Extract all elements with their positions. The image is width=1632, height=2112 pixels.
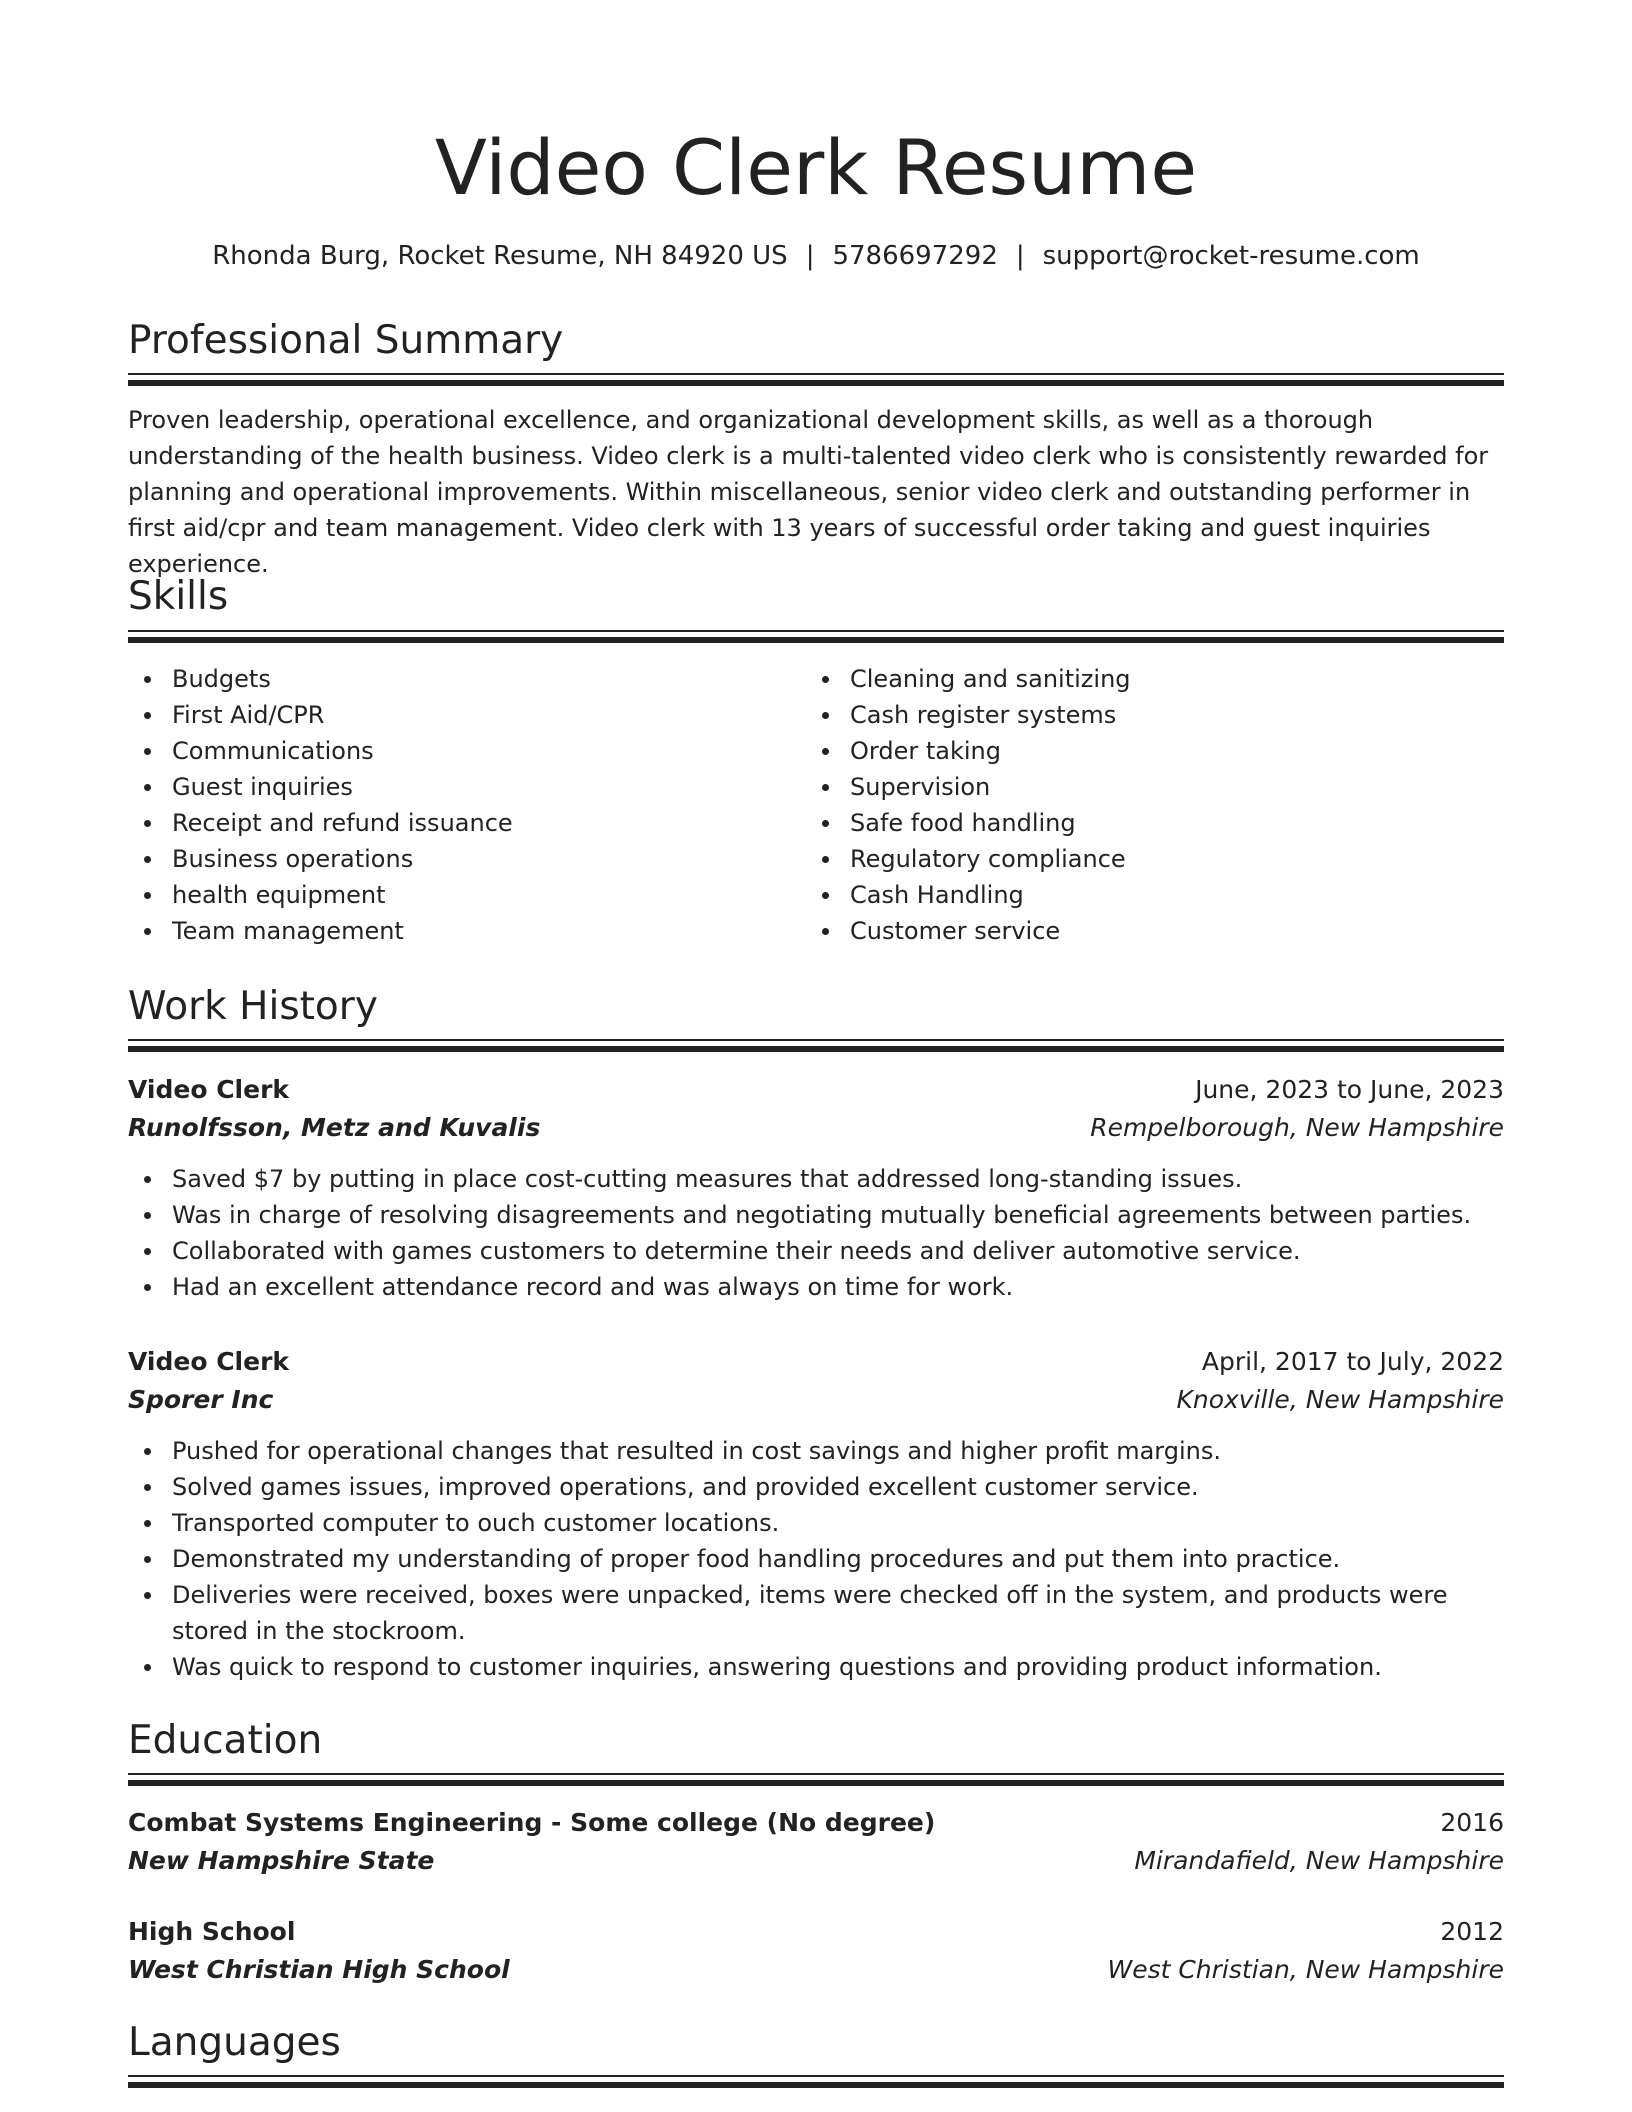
contact-separator: | — [1015, 241, 1025, 271]
job-header-row — [128, 1343, 1504, 1381]
job-bullets — [128, 1161, 1504, 1305]
job-location: Rempelborough, New Hampshire — [1090, 1113, 1504, 1142]
job-title: Video Clerk — [128, 1347, 290, 1376]
skill-item: Regulatory compliance — [850, 841, 1490, 877]
job-company: Runolfsson, Metz and Kuvalis — [128, 1113, 541, 1142]
job-dates: April, 2017 to July, 2022 — [1201, 1347, 1504, 1376]
education-location: Mirandafield, New Hampshire — [1134, 1846, 1504, 1875]
education-school: New Hampshire State — [128, 1846, 435, 1875]
skill-item: Safe food handling — [850, 805, 1490, 841]
skill-item: Supervision — [850, 769, 1490, 805]
job-bullet: Was quick to respond to customer inquiries, answering questions and providing product information. — [172, 1649, 1504, 1685]
job-bullet: Deliveries were received, boxes were unpacked, items were checked off in the system, and products were stored in the stockroom. — [172, 1577, 1504, 1649]
section-title-skills: Skills — [128, 574, 229, 619]
job-header-row — [128, 1071, 1504, 1109]
job-bullets — [128, 1433, 1504, 1685]
section-divider — [128, 1773, 1504, 1786]
section-divider — [128, 630, 1504, 643]
job-bullet: Was in charge of resolving disagreements and negotiating mutually beneficial agreements between parties. — [172, 1197, 1504, 1233]
section-title-languages: Languages — [128, 2020, 341, 2065]
skill-item: Communications — [172, 733, 812, 769]
summary-text: Proven leadership, operational excellence, and organizational development skills, as well as a thorough understanding of the health business. Video clerk is a multi-talented video clerk who is consistently rewarded for planning and operational improvements. Within miscellaneous, senior video clerk and outstanding performer in first aid/cpr and team management. Video clerk with 13 years of successful order taking and guest inquiries experience. — [128, 406, 1489, 578]
education-degree: Combat Systems Engineering - Some college (No degree) — [128, 1808, 936, 1837]
skill-item: Cash Handling — [850, 877, 1490, 913]
job-company-row — [128, 1109, 1504, 1147]
education-year: 2012 — [1440, 1917, 1504, 1946]
contact-address: Rhonda Burg, Rocket Resume, NH 84920 US — [212, 241, 788, 271]
skill-item: Team management — [172, 913, 812, 949]
job-bullet: Pushed for operational changes that resulted in cost savings and higher profit margins. — [172, 1433, 1504, 1469]
section-title-summary: Professional Summary — [128, 318, 564, 363]
section-title-education: Education — [128, 1718, 323, 1763]
job-bullet: Transported computer to ouch customer locations. — [172, 1505, 1504, 1541]
job-bullet: Saved $7 by putting in place cost-cutting measures that addressed long-standing issues. — [172, 1161, 1504, 1197]
education-year: 2016 — [1440, 1808, 1504, 1837]
education-header-row — [128, 1913, 1504, 1951]
job-bullet: Collaborated with games customers to determine their needs and deliver automotive service. — [172, 1233, 1504, 1269]
section-divider — [128, 1039, 1504, 1052]
education-entry — [128, 1913, 1504, 1989]
job-entry — [128, 1343, 1504, 1685]
job-location: Knoxville, New Hampshire — [1176, 1385, 1504, 1414]
skill-item: health equipment — [172, 877, 812, 913]
skill-item: First Aid/CPR — [172, 697, 812, 733]
education-degree: High School — [128, 1917, 296, 1946]
job-bullet: Solved games issues, improved operations, and provided excellent customer service. — [172, 1469, 1504, 1505]
job-company-row — [128, 1381, 1504, 1419]
skill-item: Budgets — [172, 661, 812, 697]
education-location: West Christian, New Hampshire — [1107, 1955, 1504, 1984]
job-title: Video Clerk — [128, 1075, 290, 1104]
education-header-row — [128, 1804, 1504, 1842]
skill-item: Order taking — [850, 733, 1490, 769]
education-school: West Christian High School — [128, 1955, 510, 1984]
skill-item: Cleaning and sanitizing — [850, 661, 1490, 697]
education-school-row — [128, 1842, 1504, 1880]
section-title-work-history: Work History — [128, 984, 378, 1029]
skill-item: Cash register systems — [850, 697, 1490, 733]
job-entry — [128, 1071, 1504, 1305]
resume-title: Video Clerk Resume — [434, 123, 1198, 212]
skill-item: Business operations — [172, 841, 812, 877]
skills-list-right — [806, 661, 1490, 949]
contact-phone: 5786697292 — [832, 241, 998, 271]
contact-line — [128, 236, 1504, 276]
section-divider — [128, 2075, 1504, 2088]
education-entry — [128, 1804, 1504, 1880]
contact-email[interactable]: support@rocket-resume.com — [1042, 241, 1420, 271]
job-bullet: Had an excellent attendance record and was always on time for work. — [172, 1269, 1504, 1305]
contact-separator: | — [805, 241, 815, 271]
skills-list-left — [128, 661, 812, 949]
job-company: Sporer Inc — [128, 1385, 274, 1414]
skill-item: Receipt and refund issuance — [172, 805, 812, 841]
job-dates: June, 2023 to June, 2023 — [1195, 1075, 1504, 1104]
skill-item: Customer service — [850, 913, 1490, 949]
education-school-row — [128, 1951, 1504, 1989]
job-bullet: Demonstrated my understanding of proper food handling procedures and put them into practice. — [172, 1541, 1504, 1577]
section-divider — [128, 373, 1504, 386]
skill-item: Guest inquiries — [172, 769, 812, 805]
